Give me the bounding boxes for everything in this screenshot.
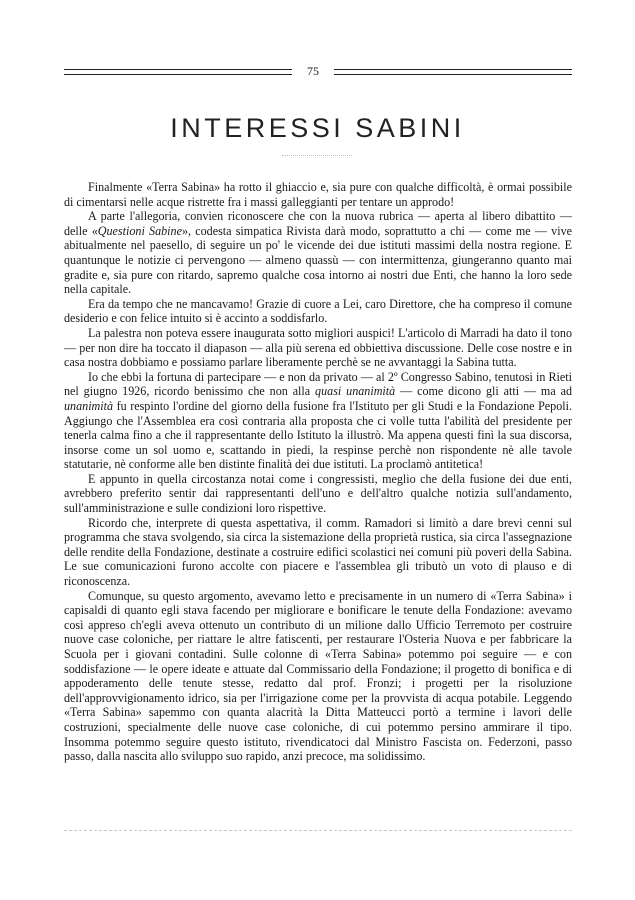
paragraph [64,589,572,764]
page-number: 75 [307,64,319,78]
paragraph-text: Era da tempo che ne mancavamo! Grazie di cuore a Lei, caro Direttore, che ha compreso il comune desiderio e con felice intuito si è accinto a soddisfarlo. [64,296,572,326]
paragraph [64,516,572,589]
paragraph-text: A parte l'allegoria, convien riconoscere che con la nuova rubrica — aperta al libero dibattito — delle « [64,209,572,238]
paragraph [64,180,572,209]
paragraph-text: La palestra non poteva essere inaugurata sotto migliori auspici! L'articolo di Marradi ha dato il tono — per non dire ha toccato il diapason — alla più serena ed obbiettiva discussione. Delle cose nostre e in casa nostra dobbiamo e possiamo parlare liberamente perchè se ne avvantaggi la Sabina tutta. [64,325,572,370]
title-ornament [282,155,352,156]
paragraph-text: Comunque, su questo argomento, avevamo letto e precisamente in un numero di «Terra Sabina» i capisaldi di quanto egli stava facendo per migliorare e bonificare le tenute della Fondazione: avevamo così appreso ch'egli aveva ottenuto un contributo di un milione dallo Ufficio Terremoto per costruire nuove case coloniche, per riattare le altre fatiscenti, per restaurare l'Osteria Nuova e per fabbricare la Scuola per i giovani contadini. Sulle colonne di «Terra Sabina» potemmo poi seguire — e con soddisfazione — le opere ideate e attuate dal Commissario della Fondazione; il progetto di bonifica e di appoderamento delle tenute stesse, redatto dal prof. Fronzi; i progetti per la risoluzione dell'approvvigionamento idrico, sia per l'irrigazione come per la provvista di acqua potabile. Leggendo «Terra Sabina» sapemmo con quanta alacrità la Ditta Matteucci portò a termine i lavori delle costruzioni, specialmente delle nuove case coloniche, di cui potemmo persino ammirare il tipo. Insomma potemmo seguire questo istituto, rivendicatoci dal Ministro Fascista on. Federzoni, passo passo, dalla nascita allo sviluppo suo rapido, anzi precoce, ma solidissimo. [64,588,572,764]
paragraph [64,370,572,472]
paragraph [64,472,572,516]
paragraph [64,297,572,326]
paragraph-text: Ricordo che, interprete di questa aspettativa, il comm. Ramadori si limitò a dare brevi cenni sul programma che stava svolgendo, sia circa la sistemazione della proprietà rustica, sia circa l'assegnazione delle rendite della Fondazione, destinate a costruire edifici scolastici nei comuni più poveri della Sabina. Le sue comunicazioni furono accolte con piacere e l'assemblea gli tributò un voto di plauso e di riconoscenza. [64,515,572,589]
paragraph-text: Finalmente «Terra Sabina» ha rotto il ghiaccio e, sia pure con qualche difficoltà, è ormai possibile di cimentarsi nelle acque ristrette fra i massi galleggianti per tentare un approdo! [64,180,572,209]
paragraph-text: Io che ebbi la fortuna di partecipare — e non da privato — al 2º Congresso Sabino, tenutosi in Rieti nel giugno 1926, ricordo benissimo che non alla [64,369,572,399]
paragraph [64,209,572,297]
paragraph-text: E appunto in quella circostanza notai come i congressisti, meglio che della fusione dei due enti, avrebbero preferito sentir dai rappresentanti dell'uno e dell'altro qualche notizia sull'andamento, sull'amministrazione e sulle condizioni loro rispettive. [64,471,572,516]
italic-text: Questioni Sabine [97,223,182,238]
paragraph-text: fu respinto l'ordine del giorno della fusione fra l'Istituto per gli Studi e la Fondazione Pepoli. Aggiungo che l'Assemblea era così contraria alla proposta che ci volle tutta l'abilità del presidente per tenerla calma fino a che il rappresentante dello Istituto la illustrò. Ma appena questi finì la sua discorsa, insorse come un sol uomo e, scattando in piedi, la respinse perchè non rispondente nè alle tavole statutarie, nè conforme alle ben distinte finalità dei due istituti. La proclamò antitetica! [64,398,572,472]
article-title: INTERESSI SABINI [170,113,465,143]
paragraph [64,326,572,370]
page-header [64,62,572,82]
paragraph-text: — come dicono gli atti — ma ad [395,384,573,399]
header-rule-right [334,69,572,75]
footer-rule [64,830,572,831]
italic-text: unanimità [64,398,114,413]
header-rule-left [64,69,292,75]
italic-text: quasi unanimità [315,384,396,399]
article-body [64,180,572,764]
paragraph-text: », codesta simpatica Rivista darà modo, soprattutto a chi — come me — vive abitualmente nel paesello, di seguire un po' le vicende dei due istituti massimi della nostra regione. E quantunque le notizie ci pervengono — almeno quassù — con intermittenza, giungeranno quanto mai gradite e, sia pure con ritardo, sapremo qualche cosa intorno ai nostri due Enti, che hanno la loro sede nella capitale. [64,223,573,297]
